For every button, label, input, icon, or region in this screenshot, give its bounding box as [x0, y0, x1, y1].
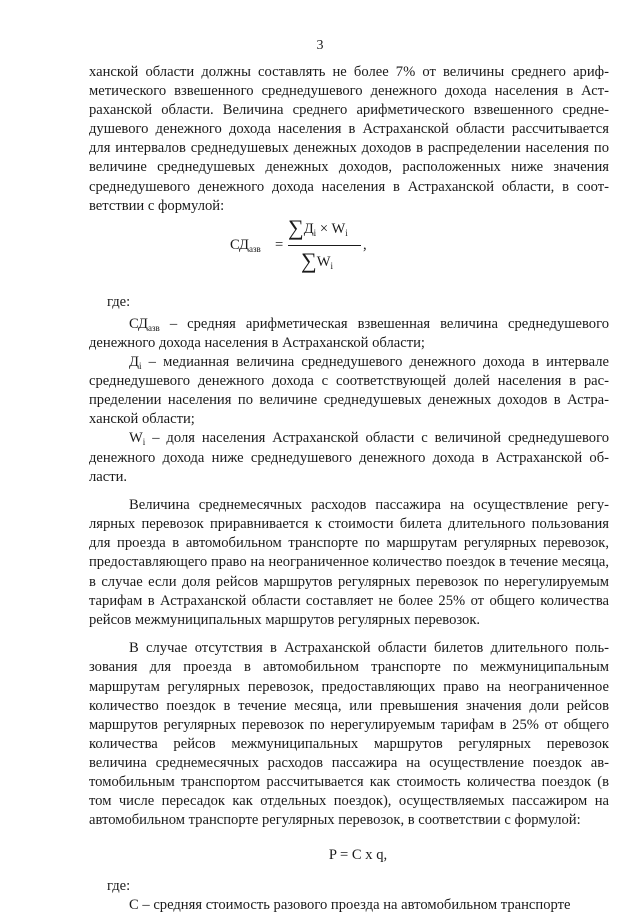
page-number: 3 [316, 38, 324, 53]
definition-wi: $W_i$ – доля населения Астраханской области с величиной среднедушевого денежного дохода ниже среднедушевого денежного дохода в Астраханской области. [89, 430, 609, 485]
formula-cost: P = C x q, [328, 847, 388, 864]
where-label-2: где: [107, 878, 131, 895]
formula-comma: , [363, 236, 367, 253]
paragraph-no-tickets: В случае отсутствия в Астраханской области билетов длительного пользования для проезда в автомобильном транспорте по межмуниципальным маршрутам регулярных перевозок, предоставляющих право на неограниченное количество поездок в течение месяца, или превышения значения доли рейсов маршрутов регулярных перевозок по нерегулируемым тарифам в 25% от общего количества рейсов межмуниципальных маршрутов регулярных перевозок величина среднемесячных расходов пассажира на осуществление поездок автомобильным транспортом рассчитывается как стоимость количества поездок (в том числе пересадок как отдельных поездок), осуществляемых пассажиром на автомобильном транспорте регулярных перевозок, в соответствии с формулой: [89, 640, 609, 829]
definition-di: $Д_i$ – медианная величина среднедушевого денежного дохода в интервале среднедушевого денежного дохода с соответствующей долей населения в распределении населения по величине среднедушевых денежных доходов в Астраханской области; [89, 354, 609, 428]
formula-numerator: $\sum Д_i \times W_i$ [288, 214, 348, 240]
paragraph-expenses: Величина среднемесячных расходов пассажира на осуществление регулярных перевозок приравнивается к стоимости билета длительного пользования для проезда в автомобильном транспорте по маршрутам регулярных перевозок, предоставляющего право на неограниченное количество поездок в течение месяца, в случае если доля рейсов маршрутов регулярных перевозок по нерегулируемым тарифам в Астраханской области составляет не более 25% от общего количества рейсов межмуниципальных маршрутов регулярных перевозок. [89, 497, 609, 628]
where-label: где: [107, 293, 131, 310]
formula-lhs: $СД_{азв}$ [230, 236, 261, 254]
document-body [89, 63, 609, 916]
formula-fraction-bar [288, 245, 361, 246]
definition-c: C – средняя стоимость разового проезда на автомобильном транспорте [129, 897, 571, 914]
formula-weighted-average [89, 216, 609, 283]
formula-equals: = [275, 236, 284, 253]
formula-denominator: $\sum W_i$ [301, 247, 333, 273]
definition-sd: $СД_{азв}$ – средняя арифметическая взвешенная величина среднедушевого денежного дохода населения в Астраханской области; [89, 315, 609, 351]
paragraph-intro: ханской области должны составлять не более 7% от величины среднего арифметического взвешенного среднедушевого денежного дохода населения в Астраханской области. Величина среднего арифметического взвешенного среднедушевого денежного дохода населения в Астраханской области рассчитывается для интервалов среднедушевых денежных доходов в распределении населения по величине среднедушевых денежных доходов, расположенных ниже значения среднедушевого денежного дохода населения в Астраханской области, в соответствии с формулой: [89, 64, 609, 214]
